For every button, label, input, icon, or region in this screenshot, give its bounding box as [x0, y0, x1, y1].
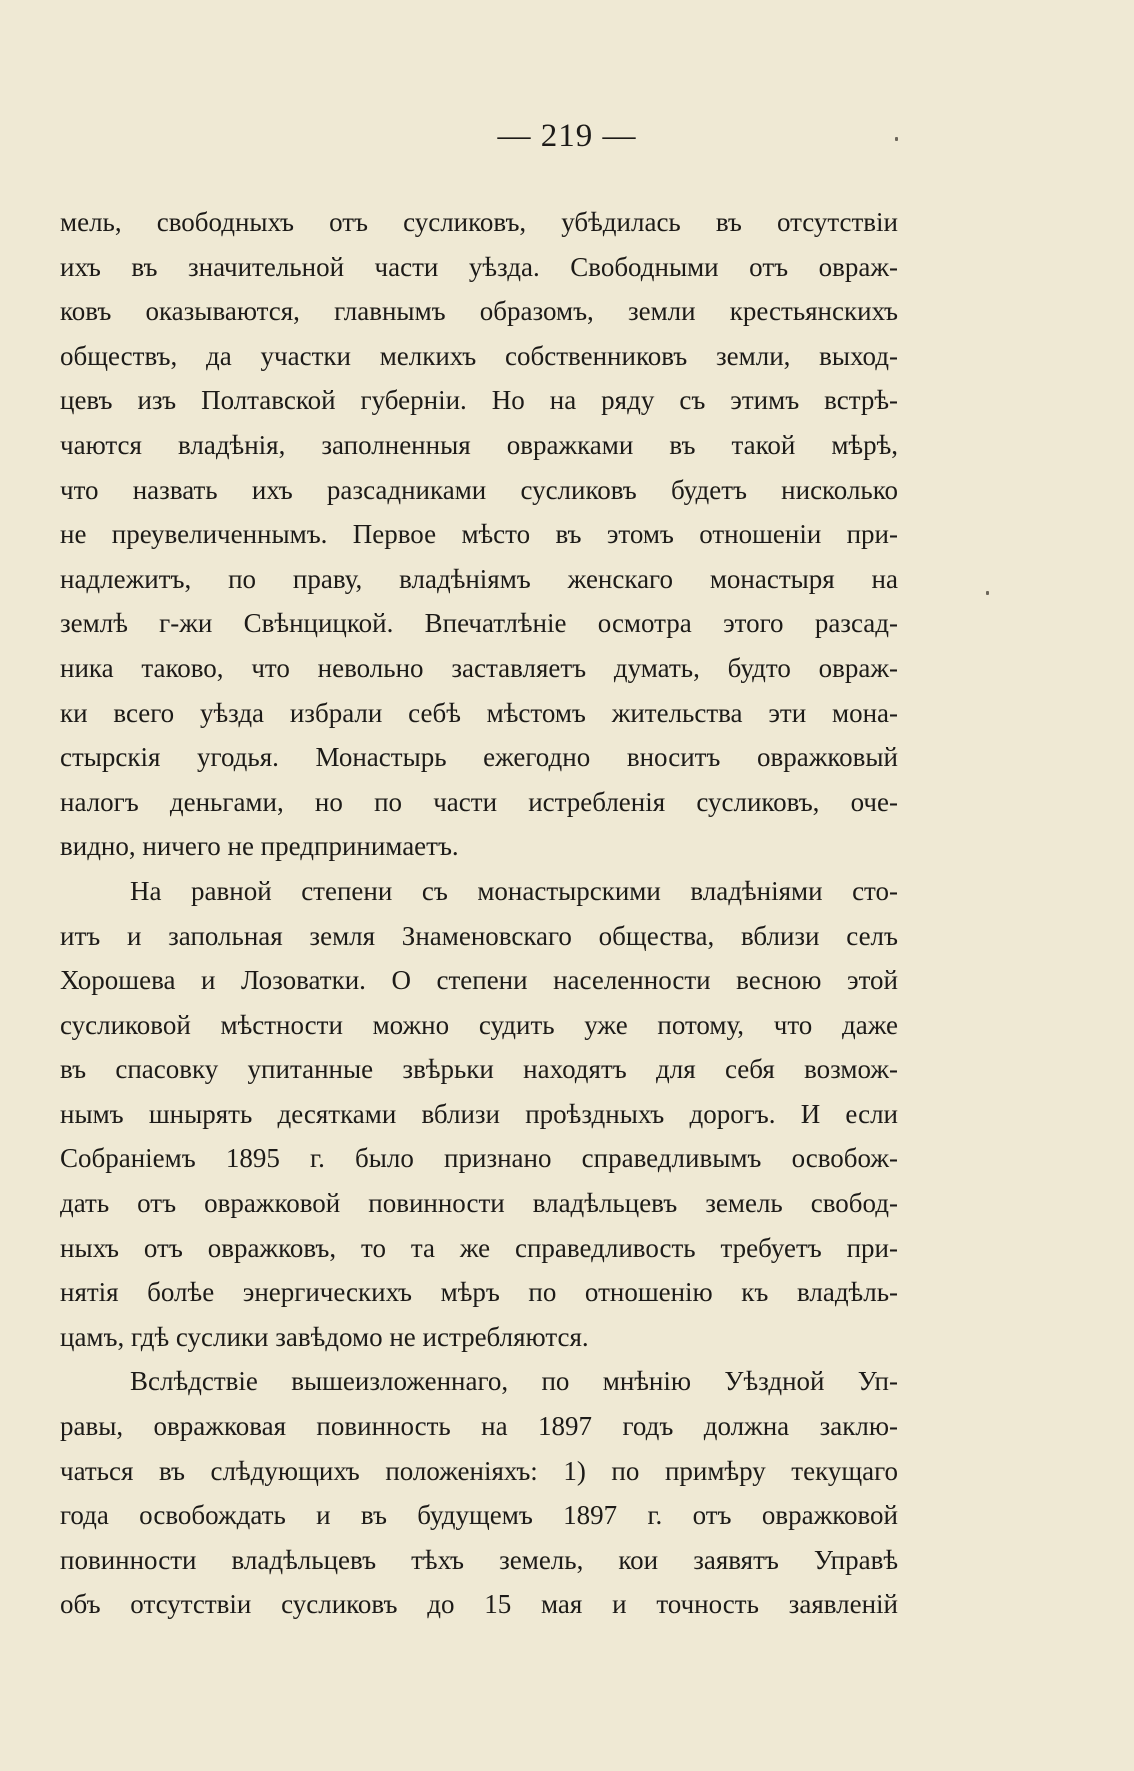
text-line: мель, свободныхъ отъ сусликовъ, убѣдилась въ отсутствіи: [60, 207, 898, 237]
text-line: Собраніемъ 1895 г. было признано справедливымъ освобож-: [60, 1143, 898, 1174]
text-line: цевъ изъ Полтавской губерніи. Но на ряду съ этимъ встрѣ-: [60, 385, 898, 416]
text-line: итъ и запольная земля Знаменовскаго общества, вблизи селъ: [60, 920, 898, 951]
text-line: обществъ, да участки мелкихъ собственниковъ земли, выход-: [60, 340, 898, 371]
text-line: что назвать ихъ разсадниками сусликовъ будетъ нисколько: [60, 474, 898, 505]
text-line: ковъ оказываются, главнымъ образомъ, земли крестьянскихъ: [60, 296, 898, 327]
text-line: года освобождать и въ будущемъ 1897 г. отъ овражковой: [60, 1500, 898, 1531]
text-line: сусликовой мѣстности можно судить уже потому, что даже: [60, 1009, 898, 1040]
text-line: чаются владѣнія, заполненныя овражками въ такой мѣрѣ,: [60, 429, 898, 460]
paragraph-end-line: видно, ничего не предпринимаетъ.: [60, 831, 459, 862]
text-line: въ спасовку упитанные звѣрьки находятъ для себя возмож-: [60, 1054, 898, 1085]
text-line: нымъ шнырять десятками вблизи проѣздныхъ дорогъ. И если: [60, 1098, 898, 1129]
text-line: чаться въ слѣдующихъ положеніяхъ: 1) по примѣру текущаго: [60, 1455, 898, 1486]
text-line: ихъ въ значительной части уѣзда. Свободными отъ овраж-: [60, 251, 898, 282]
text-line: повинности владѣльцевъ тѣхъ земель, кои заявятъ Управѣ: [60, 1544, 898, 1575]
paragraph-first-line: На равной степени съ монастырскими владѣніями сто-: [130, 875, 898, 906]
paragraph-first-line: Вслѣдствіе вышеизложеннаго, по мнѣнію Уѣздной Уп-: [130, 1366, 898, 1397]
text-line: ника таково, что невольно заставляетъ думать, будто овраж-: [60, 652, 898, 683]
text-line: равы, овражковая повинность на 1897 годъ должна заклю-: [60, 1411, 898, 1442]
paper-speck: [895, 137, 898, 141]
text-line: Хорошева и Лозоватки. О степени населенности весною этой: [60, 965, 898, 996]
paper-speck: [986, 591, 989, 595]
paragraph-end-line: цамъ, гдѣ суслики завѣдомо не истребляются.: [60, 1321, 589, 1352]
text-line: нятія болѣе энергическихъ мѣръ по отношенію къ владѣль-: [60, 1277, 898, 1308]
page-number: — 219 —: [497, 118, 637, 154]
text-line: ки всего уѣзда избрали себѣ мѣстомъ жительства эти мона-: [60, 697, 898, 728]
text-line: надлежитъ, по праву, владѣніямъ женскаго монастыря на: [60, 563, 898, 594]
text-line: дать отъ овражковой повинности владѣльцевъ земель свобод-: [60, 1188, 898, 1219]
text-line: землѣ г-жи Свѣнцицкой. Впечатлѣніе осмотра этого разсад-: [60, 608, 898, 639]
body-text: [60, 200, 898, 1627]
text-line: объ отсутствіи сусликовъ до 15 мая и точность заявленій: [60, 1589, 898, 1620]
text-line: не преувеличеннымъ. Первое мѣсто въ этомъ отношеніи при-: [60, 519, 898, 550]
text-line: ныхъ отъ овражковъ, то та же справедливость требуетъ при-: [60, 1232, 898, 1263]
text-line: налогъ деньгами, но по части истребленія сусликовъ, оче-: [60, 786, 898, 817]
text-line: стырскія угодья. Монастырь ежегодно вноситъ овражковый: [60, 742, 898, 773]
